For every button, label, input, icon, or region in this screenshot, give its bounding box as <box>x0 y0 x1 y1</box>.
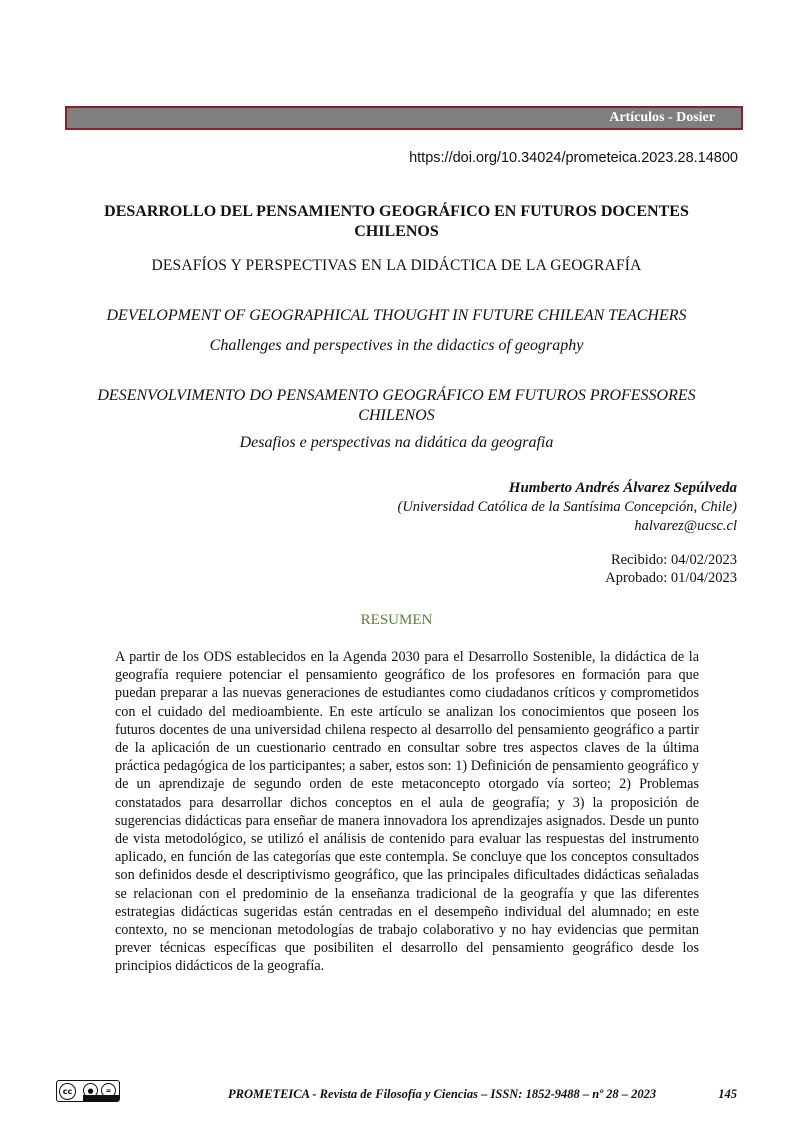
cc-logo-icon: cc <box>59 1083 76 1100</box>
section-bar <box>65 106 743 130</box>
received-date: Recibido: 04/02/2023 <box>610 552 737 568</box>
resumen-heading: RESUMEN <box>360 612 433 628</box>
author-name: Humberto Andrés Álvarez Sepúlveda <box>508 480 737 496</box>
by-person-icon: ● <box>83 1083 98 1098</box>
author-email[interactable]: halvarez@ucsc.cl <box>634 518 737 534</box>
nd-equals-icon: = <box>101 1083 116 1098</box>
doi-link[interactable]: https://doi.org/10.34024/prometeica.2023.28.14800 <box>409 150 738 166</box>
cc-by-nd-icon[interactable] <box>56 1080 120 1102</box>
page-number: 145 <box>718 1087 737 1101</box>
author-affiliation: (Universidad Católica de la Santísima Concepción, Chile) <box>397 499 737 515</box>
title-portuguese: DESENVOLVIMENTO DO PENSAMENTO GEOGRÁFICO EM FUTUROS PROFESSORES CHILENOS <box>97 387 696 424</box>
journal-footer: PROMETEICA - Revista de Filosofía y Ciencias – ISSN: 1852-9488 – nº 28 – 2023 <box>228 1087 657 1101</box>
title-spanish: DESARROLLO DEL PENSAMIENTO GEOGRÁFICO EN FUTUROS DOCENTES CHILENOS <box>104 203 689 240</box>
section-label: Artículos - Dosier <box>609 110 715 125</box>
subtitle-portuguese: Desafios e perspectivas na didática da geografia <box>239 434 554 451</box>
title-english: DEVELOPMENT OF GEOGRAPHICAL THOUGHT IN FUTURE CHILEAN TEACHERS <box>106 307 687 324</box>
abstract-text: A partir de los ODS establecidos en la Agenda 2030 para el Desarrollo Sostenible, la didáctica de la geografía requiere potenciar el pensamiento geográfico de los profesores en formación para que puedan preparar a las nuevas generaciones de estudiantes como ciudadanos críticos y comprometidos con el cuidado del medioambiente. En este artículo se analizan los conocimientos que poseen los futuros docentes de una universidad chilena respecto al desarrollo del pensamiento geográfico a partir de la aplicación de un cuestionario centrado en consultar sobre tres aspectos claves de la última práctica pedagógica de los participantes; a saber, estos son: 1) Definición de pensamiento geográfico y de un aprendizaje de segundo orden de este metaconcepto otorgado vía sorteo; 2) Problemas constatados para desarrollar dichos conceptos en el aula de geografía; y 3) la proposición de sugerencias didácticas para enseñar de manera innovadora los aprendizajes asignados. Desde un punto de vista metodológico, se utilizó el análisis de contenido para evaluar las respuestas del instrumento aplicado, en función de las categorías que este contempla. Se concluye que los conceptos consultados son definidos desde el descriptivismo geográfico, que las principales dificultades didácticas señaladas se relacionan con el predominio de la enseñanza tradicional de la geografía y que las diferentes estrategias didácticas sugeridas están centradas en el desempeño individual del alumnado; en este contexto, no se mencionan metodologías de trabajo colaborativo y no hay evidencias que permitan prever técnicas específicas que posibiliten el desarrollo del pensamiento geográfico desde los principios didácticos de la geografía. <box>115 649 699 975</box>
license-strip <box>83 1095 119 1101</box>
approved-date: Aprobado: 01/04/2023 <box>605 570 737 586</box>
subtitle-english: Challenges and perspectives in the didactics of geography <box>209 337 584 354</box>
subtitle-spanish: DESAFÍOS Y PERSPECTIVAS EN LA DIDÁCTICA DE LA GEOGRAFÍA <box>151 257 642 274</box>
